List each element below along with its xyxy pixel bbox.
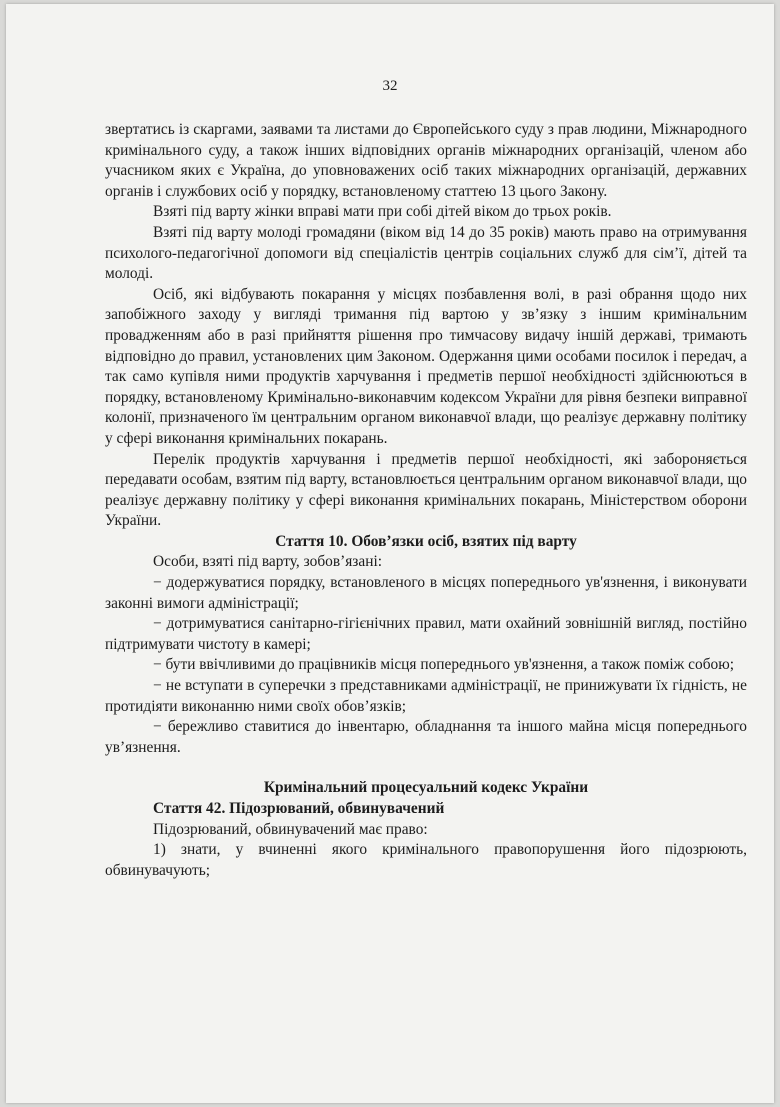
paragraph: Особи, взяті під варту, зобов’язані:	[153, 553, 383, 571]
page-body	[105, 120, 747, 881]
list-item: − бути ввічливими до працівників місця попереднього ув'язнення, а також поміж собою;	[153, 656, 734, 674]
article-42-heading: Стаття 42. Підозрюваний, обвинувачений	[153, 800, 445, 817]
paragraph: Взяті під варту молоді громадяни (віком від 14 до 35 років) мають право на отримування психолого-педагогічної допомоги від спеціалістів центрів соціальних служб для сім’ї, дітей та молоді.	[105, 223, 747, 283]
paragraph: Перелік продуктів харчування і предметів першої необхідності, які забороняється передавати особам, взятим під варту, встановлюється центральним органом виконавчої влади, що реалізує державну політику у сфері виконання кримінальних покарань, Міністерством оборони України.	[105, 450, 747, 530]
list-item: − не вступати в суперечки з представниками адміністрації, не принижувати їх гідність, не протидіяти виконанню ними своїх обов’язків;	[105, 677, 747, 715]
list-item: − додержуватися порядку, встановленого в місцях попереднього ув'язнення, і виконувати законні вимоги адміністрації;	[105, 574, 747, 612]
paragraph: звертатись із скаргами, заявами та листами до Європейського суду з прав людини, Міжнародного кримінального суду, а також інших відповідних органів міжнародних організацій, членом або учасником яких є Україна, до уповноважених осіб таких міжнародних організацій, державних органів і службових осіб у порядку, встановленому статтею 13 цього Закону.	[105, 121, 747, 200]
list-item: − бережливо ставитися до інвентарю, обладнання та іншого майна місця попереднього ув’язнення.	[105, 718, 747, 756]
article-10-heading: Стаття 10. Обов’язки осіб, взятих під варту	[275, 532, 577, 550]
list-item: 1) знати, у вчиненні якого кримінального правопорушення його підозрюють, обвинувачують;	[105, 841, 747, 879]
page-number: 32	[382, 78, 398, 94]
document-page	[6, 4, 774, 1103]
paragraph: Взяті під варту жінки вправі мати при собі дітей віком до трьох років.	[153, 203, 612, 221]
paragraph: Підозрюваний, обвинувачений має право:	[153, 820, 428, 838]
code-title-heading: Кримінальний процесуальний кодекс України	[263, 779, 589, 797]
list-item: − дотримуватися санітарно-гігієнічних правил, мати охайний зовнішній вигляд, постійно підтримувати чистоту в камері;	[105, 615, 747, 653]
paragraph: Осіб, які відбувають покарання у місцях позбавлення волі, в разі обрання щодо них запобіжного заходу у вигляді тримання під вартою у зв’язку з іншим кримінальним провадженням або в разі прийняття рішення про тимчасову видачу іншій державі, тримають відповідно до правил, установлених цим Законом. Одержання цими особами посилок і передач, а так само купівля ними продуктів харчування і предметів першої необхідності здійснюються в порядку, встановленому Кримінально-виконавчим кодексом України для рівня безпеки виправної колонії, призначеного їм центральним органом виконавчої влади, що реалізує державну політику у сфері виконання кримінальних покарань.	[105, 285, 747, 447]
